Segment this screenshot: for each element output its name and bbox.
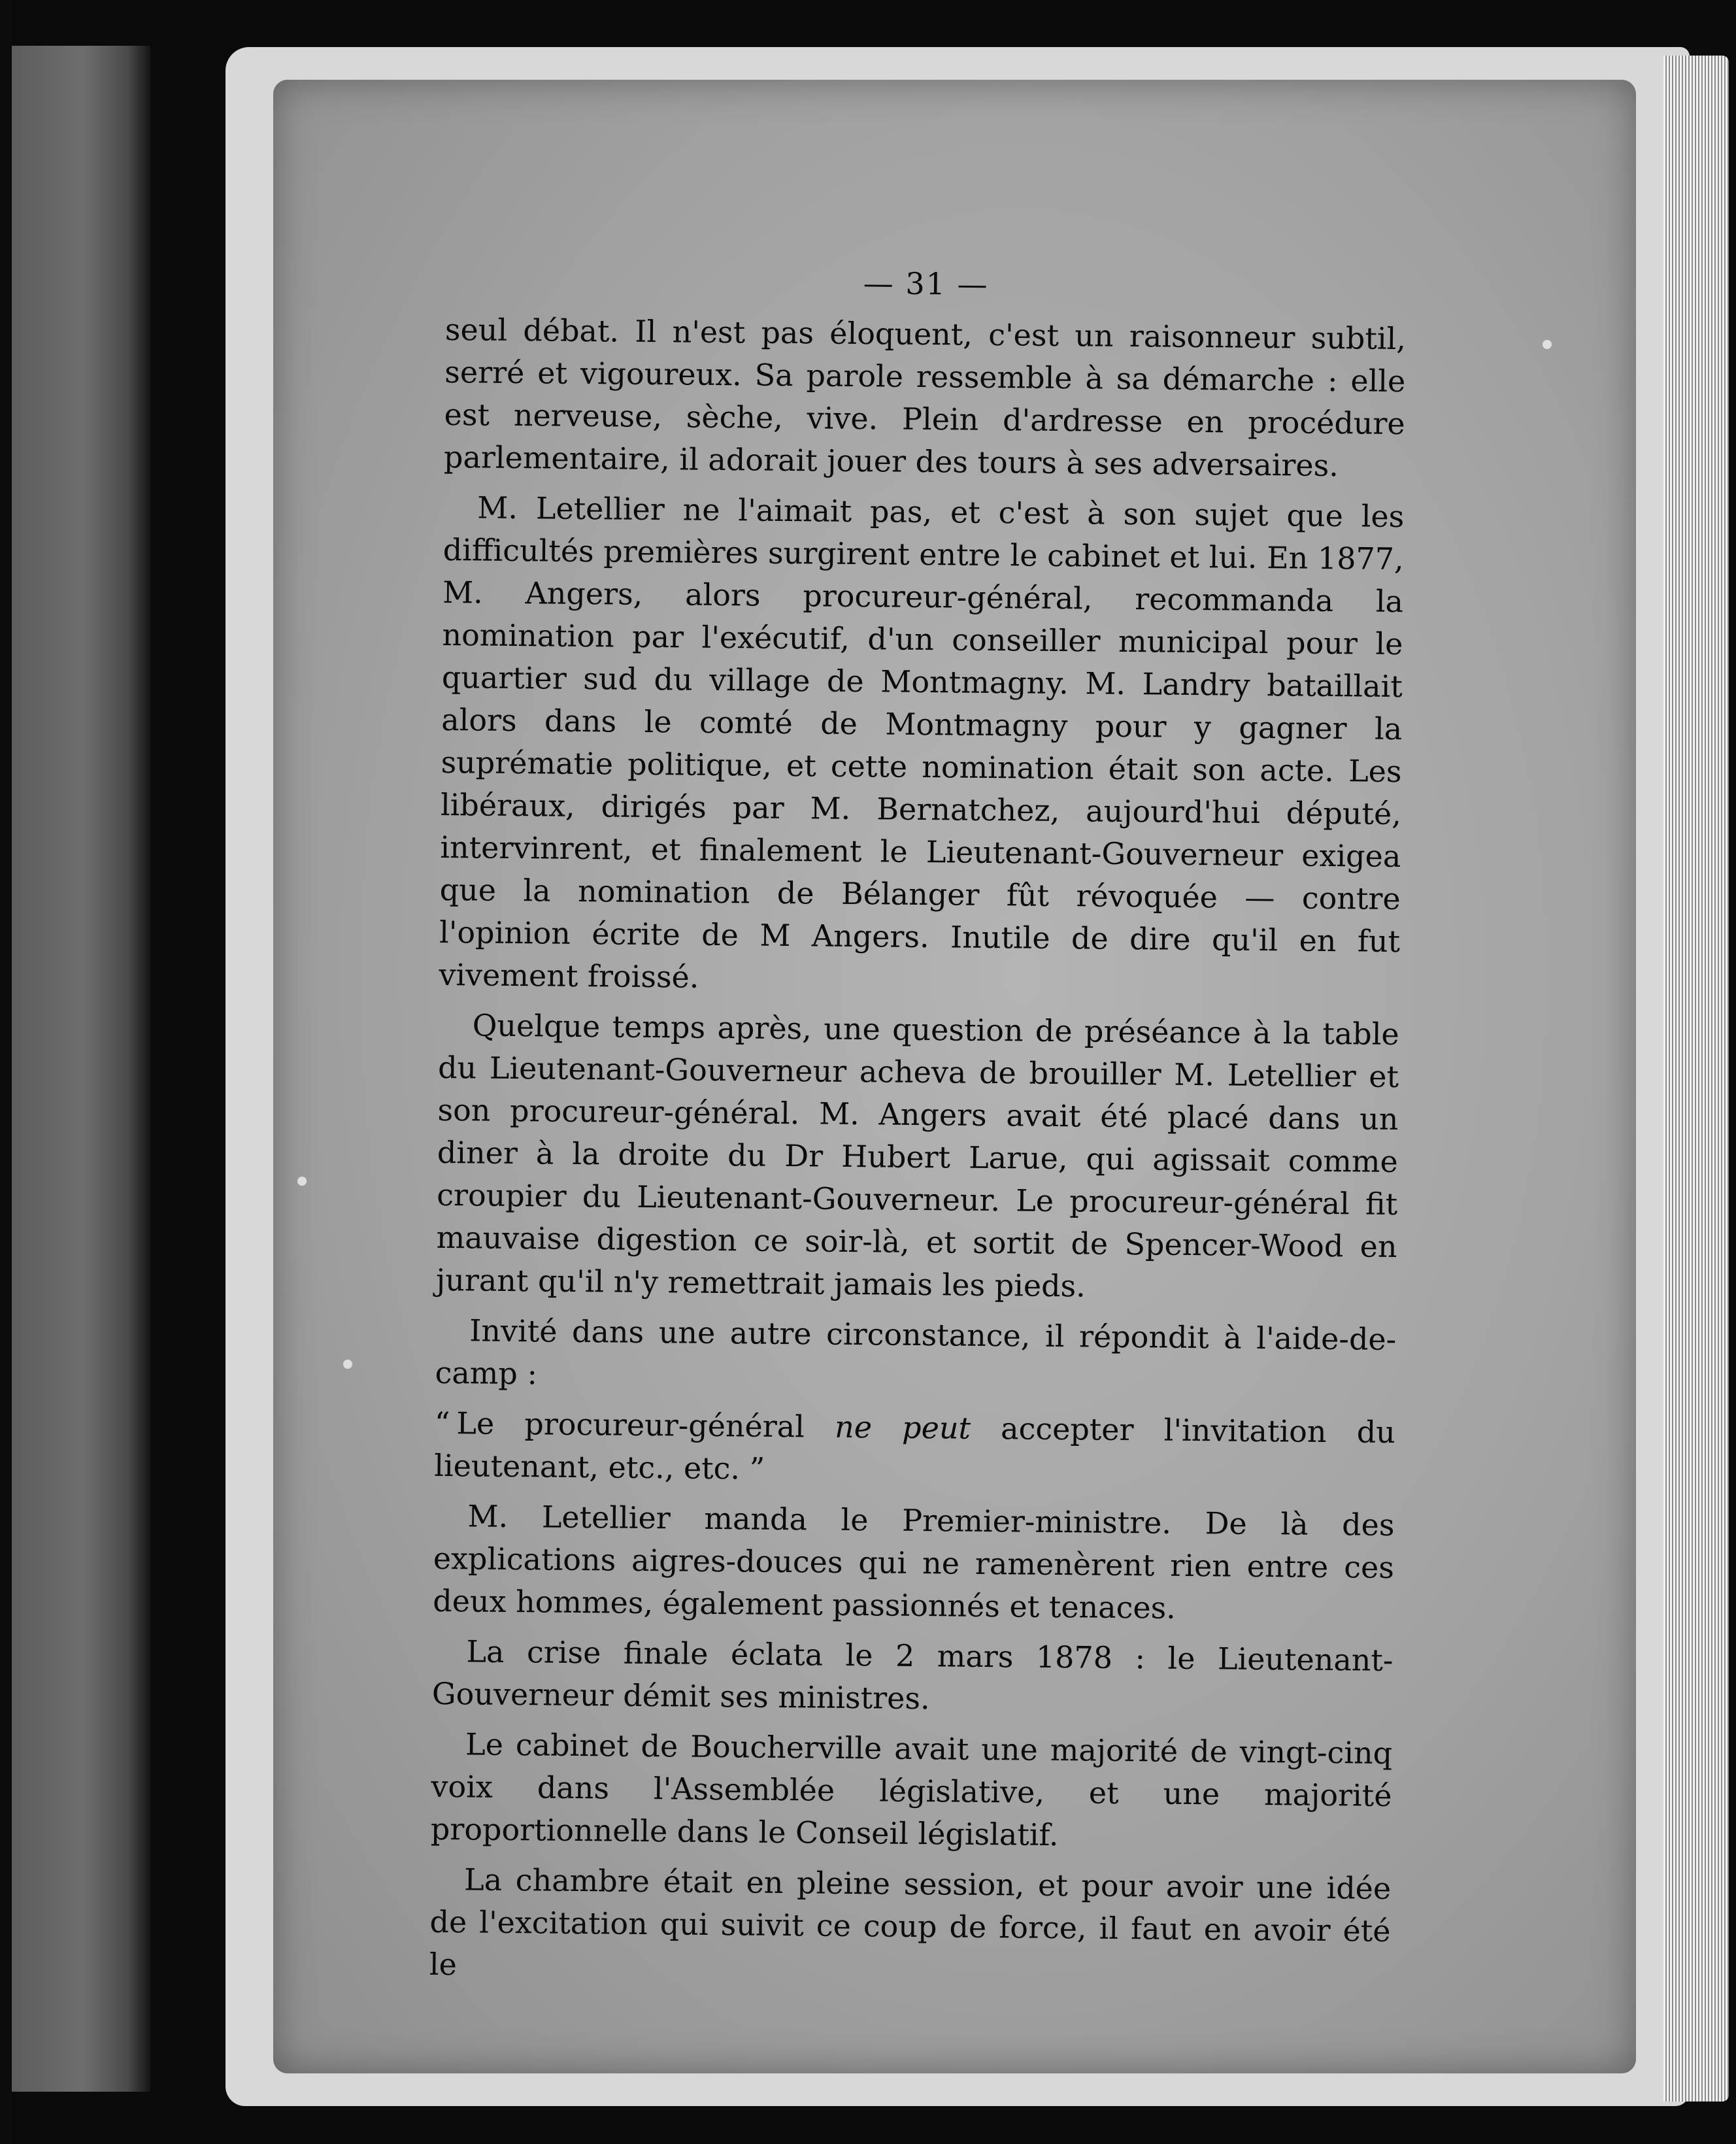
paragraph: seul débat. Il n'est pas éloquent, c'est un raisonneur subtil, serré et vigoureux. Sa parole ressemble à sa démarche : elle est nerveuse, sèche, vive. Plein d'ardresse en procédure parlementaire, il adorait jouer des tours à ses adversaires. [443, 311, 1407, 484]
paragraph: La chambre était en pleine session, et pour avoir une idée de l'excitation qui suivit ce coup de force, il faut en avoir été le [429, 1862, 1392, 1983]
paragraph: La crise finale éclata le 2 mars 1878 : le Lieutenant-Gouverneur démit ses ministres. [431, 1633, 1394, 1717]
paragraph: M. Letellier ne l'aimait pas, et c'est à son sujet que les difficultés premières surgirent entre le cabinet et lui. En 1877, M. Angers, alors procureur-général, recommanda la nomination par l'exécutif, d'un conseiller municipal pour le quartier sud du village de Montmagny. M. Landry bataillait alors dans le comté de Montmagny pour y gagner la suprématie politique, et cette nomination était son acte. Les libéraux, dirigés par M. Bernatchez, aujourd'hui député, intervinrent, et finalement le Lieutenant-Gouverneur exigea que la nomination de Bélanger fût révoquée — contre l'opinion écrite de M Angers. Inutile de dire qu'il en fut vivement froissé. [439, 490, 1405, 995]
page-text [429, 258, 1407, 2003]
quote-text-end: accepter l'invitation du lieutenant, etc., etc. [434, 1411, 1396, 1486]
scan-speck [1543, 340, 1552, 349]
scan-speck [297, 1177, 307, 1186]
page-edges-stack [1663, 56, 1729, 2102]
quote-italic-text: ne peut [834, 1409, 971, 1446]
scan-speck [343, 1360, 352, 1369]
quote-close-mark: ” [749, 1450, 765, 1486]
page-number: — 31 — [863, 265, 989, 302]
paragraph: Le cabinet de Boucherville avait une majorité de vingt-cinq voix dans l'Assemblée législative, et une majorité proportionnelle dans le Conseil législatif. [430, 1726, 1393, 1853]
paragraph: M. Letellier manda le Premier-ministre. De là des explications aigres-douces qui ne ramenèrent rien entre ces deux hommes, également passionnés et tenaces. [433, 1498, 1395, 1626]
quote-open-mark: “ [434, 1405, 450, 1441]
paragraph: Quelque temps après, une question de préséance à la table du Lieutenant-Gouverneur acheva de brouiller M. Letellier et son procureur-général. M. Angers avait été placé dans un diner à la droite du Dr Hubert Larue, qui agissait comme croupier du Lieutenant-Gouverneur. Le procureur-général fit mauvaise digestion ce soir-là, et sortit de Spencer-Wood en jurant qu'il n'y remettrait jamais les pieds. [435, 1007, 1399, 1304]
scan-left-border [0, 0, 12, 2144]
previous-page-edge [0, 46, 150, 2092]
paragraph: Invité dans une autre circonstance, il répondit à l'aide-de-camp : [435, 1313, 1397, 1392]
quote-text-start: Le procureur-général [456, 1405, 805, 1445]
quoted-reply [434, 1402, 1395, 1496]
